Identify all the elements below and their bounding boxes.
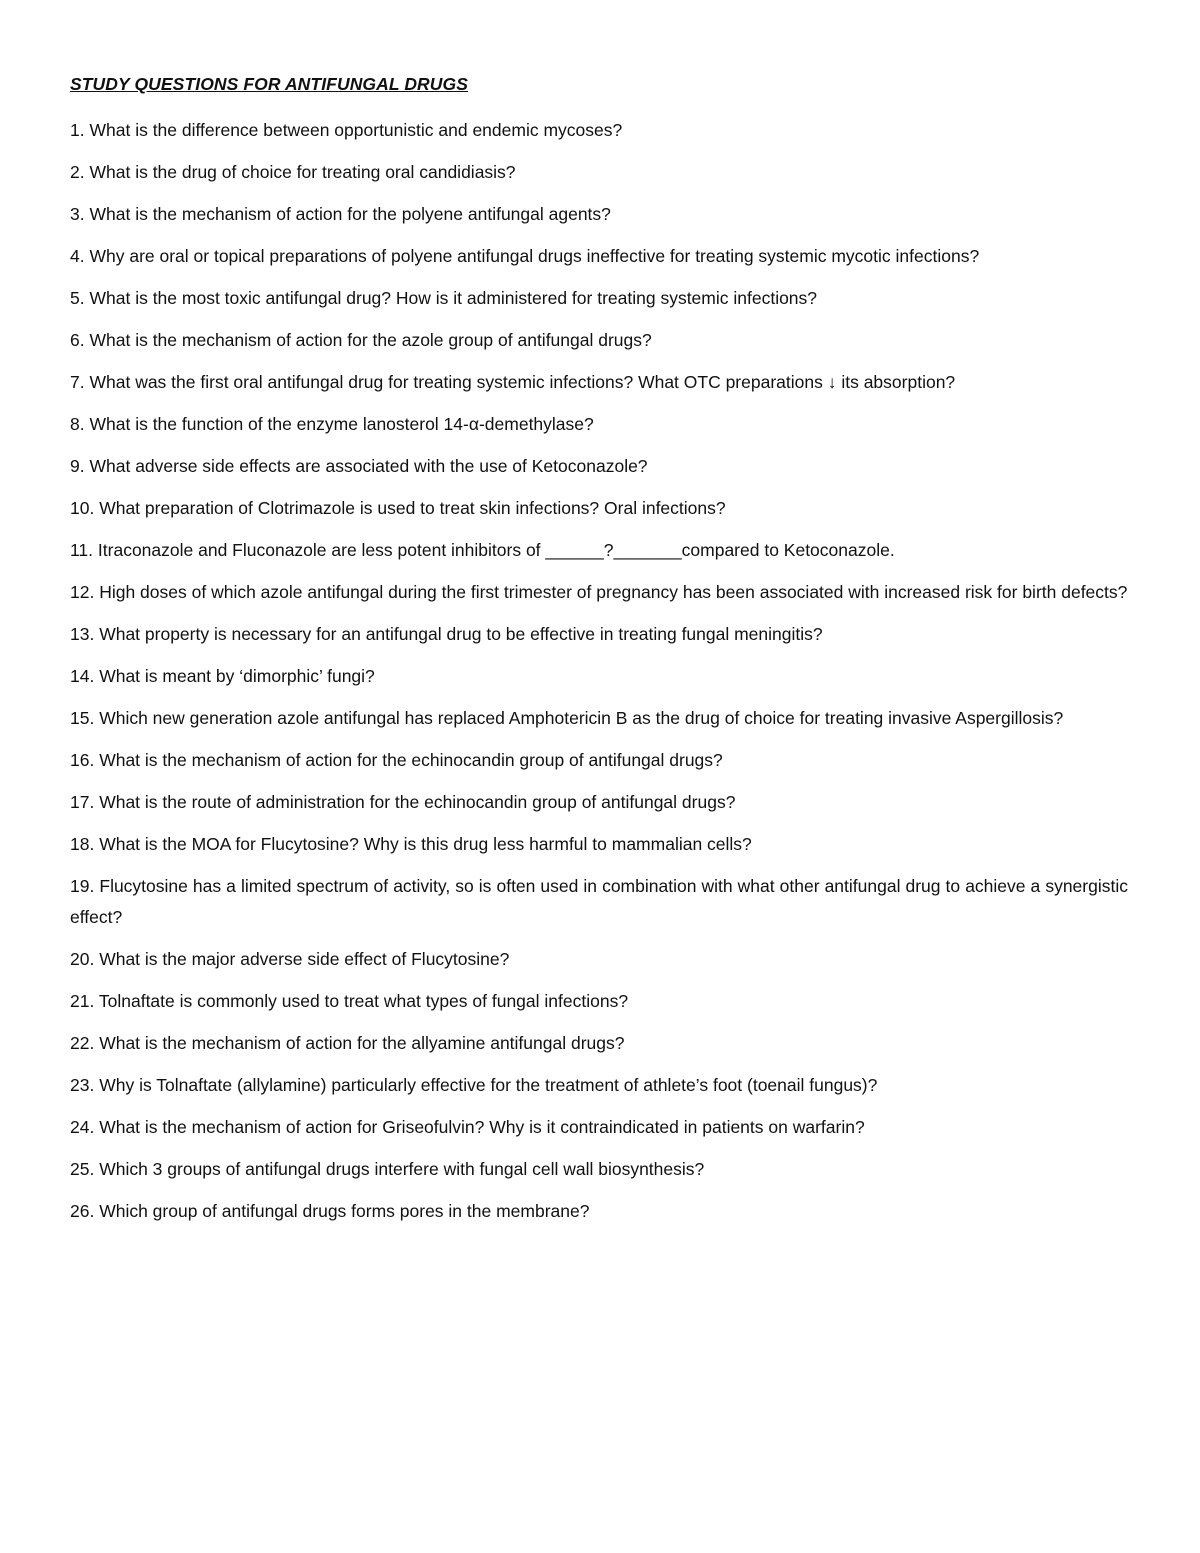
question-number: 12. <box>70 582 95 602</box>
question-item <box>70 577 1128 608</box>
question-item <box>70 1154 1128 1185</box>
question-text: What was the first oral antifungal drug for treating systemic infections? What OTC preparations ↓ its absorption? <box>89 372 956 392</box>
question-number: 19. <box>70 876 95 896</box>
question-number: 14. <box>70 666 95 686</box>
question-number: 24. <box>70 1117 95 1137</box>
question-item <box>70 787 1128 818</box>
question-text: What is meant by ‘dimorphic’ fungi? <box>99 666 375 686</box>
question-item <box>70 157 1128 188</box>
question-item <box>70 115 1128 146</box>
question-number: 21. <box>70 991 95 1011</box>
question-number: 23. <box>70 1075 95 1095</box>
question-text: Why is Tolnaftate (allylamine) particularly effective for the treatment of athlete’s foot (toenail fungus)? <box>99 1075 878 1095</box>
question-text: What is the mechanism of action for the allyamine antifungal drugs? <box>99 1033 625 1053</box>
question-number: 25. <box>70 1159 95 1179</box>
question-number: 1. <box>70 120 85 140</box>
question-item <box>70 745 1128 776</box>
question-text: What is the function of the enzyme lanosterol 14-α-demethylase? <box>89 414 594 434</box>
question-item <box>70 619 1128 650</box>
question-number: 11. <box>70 540 94 560</box>
question-number: 18. <box>70 834 95 854</box>
question-text: Which 3 groups of antifungal drugs interfere with fungal cell wall biosynthesis? <box>99 1159 705 1179</box>
question-item <box>70 944 1128 975</box>
question-number: 8. <box>70 414 85 434</box>
question-item <box>70 1112 1128 1143</box>
question-item <box>70 409 1128 440</box>
question-number: 26. <box>70 1201 95 1221</box>
question-text: What is the mechanism of action for the echinocandin group of antifungal drugs? <box>99 750 723 770</box>
question-text: What adverse side effects are associated with the use of Ketoconazole? <box>89 456 648 476</box>
question-number: 6. <box>70 330 85 350</box>
question-text: Flucytosine has a limited spectrum of activity, so is often used in combination with what other antifungal drug to achieve a synergistic effect? <box>70 876 1128 927</box>
question-text: Which group of antifungal drugs forms pores in the membrane? <box>99 1201 590 1221</box>
question-text: Tolnaftate is commonly used to treat what types of fungal infections? <box>98 991 629 1011</box>
question-item <box>70 1196 1128 1227</box>
question-item <box>70 283 1128 314</box>
question-number: 13. <box>70 624 95 644</box>
document-page <box>70 72 1128 1238</box>
question-item <box>70 451 1128 482</box>
question-text: Itraconazole and Fluconazole are less potent inhibitors of ______?_______compared to Ketoconazole. <box>97 540 895 560</box>
question-number: 20. <box>70 949 95 969</box>
question-text: What property is necessary for an antifungal drug to be effective in treating fungal meningitis? <box>99 624 823 644</box>
question-text: What is the major adverse side effect of Flucytosine? <box>99 949 510 969</box>
question-number: 3. <box>70 204 85 224</box>
question-text: High doses of which azole antifungal during the first trimester of pregnancy has been associated with increased risk for birth defects? <box>99 582 1128 602</box>
question-item <box>70 661 1128 692</box>
question-number: 9. <box>70 456 85 476</box>
question-number: 7. <box>70 372 85 392</box>
question-number: 2. <box>70 162 85 182</box>
question-item <box>70 493 1128 524</box>
question-number: 4. <box>70 246 85 266</box>
question-item <box>70 535 1128 566</box>
question-text: What is the mechanism of action for the azole group of antifungal drugs? <box>89 330 652 350</box>
question-text: What is the mechanism of action for the polyene antifungal agents? <box>89 204 611 224</box>
question-item <box>70 829 1128 860</box>
question-text: Which new generation azole antifungal has replaced Amphotericin B as the drug of choice for treating invasive Aspergillosis? <box>99 708 1064 728</box>
question-list <box>70 115 1128 1227</box>
question-text: What is the most toxic antifungal drug? How is it administered for treating systemic infections? <box>89 288 818 308</box>
question-number: 17. <box>70 792 95 812</box>
question-text: What is the difference between opportunistic and endemic mycoses? <box>89 120 623 140</box>
question-item <box>70 325 1128 356</box>
document-title: STUDY QUESTIONS FOR ANTIFUNGAL DRUGS <box>70 74 469 94</box>
question-text: What is the drug of choice for treating oral candidiasis? <box>89 162 516 182</box>
question-text: Why are oral or topical preparations of polyene antifungal drugs ineffective for treating systemic mycotic infections? <box>89 246 980 266</box>
question-text: What preparation of Clotrimazole is used to treat skin infections? Oral infections? <box>99 498 726 518</box>
question-item <box>70 241 1128 272</box>
question-item <box>70 367 1128 398</box>
question-number: 10. <box>70 498 95 518</box>
question-number: 5. <box>70 288 85 308</box>
question-text: What is the mechanism of action for Griseofulvin? Why is it contraindicated in patients on warfarin? <box>99 1117 865 1137</box>
question-item <box>70 1028 1128 1059</box>
question-item <box>70 199 1128 230</box>
question-item <box>70 871 1128 933</box>
question-item <box>70 1070 1128 1101</box>
question-number: 16. <box>70 750 95 770</box>
question-item <box>70 986 1128 1017</box>
question-text: What is the route of administration for the echinocandin group of antifungal drugs? <box>99 792 736 812</box>
question-text: What is the MOA for Flucytosine? Why is this drug less harmful to mammalian cells? <box>99 834 752 854</box>
question-item <box>70 703 1128 734</box>
question-number: 22. <box>70 1033 95 1053</box>
question-number: 15. <box>70 708 95 728</box>
